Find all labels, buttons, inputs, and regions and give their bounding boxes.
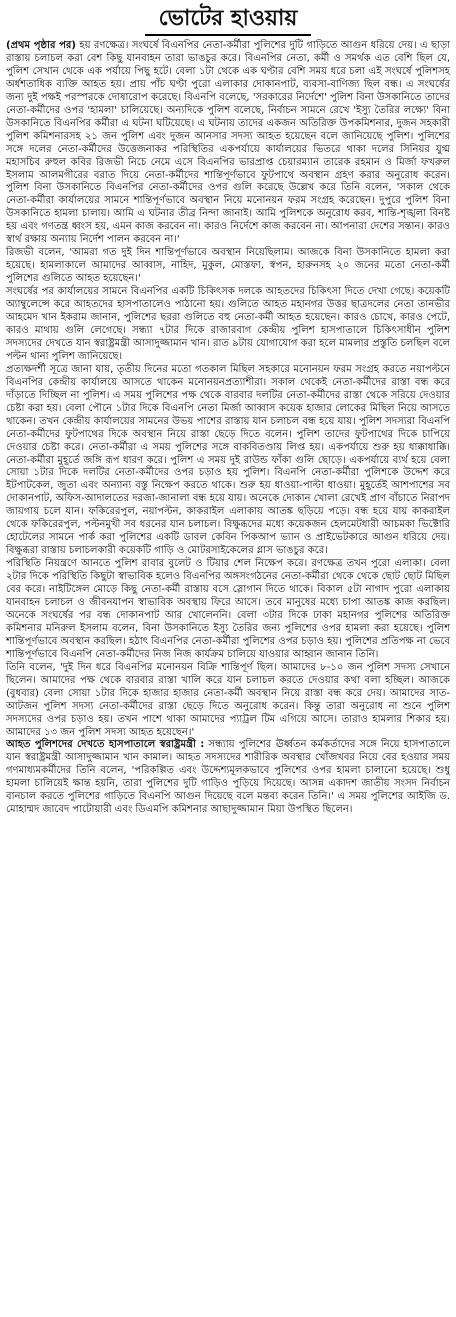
article-headline: ভোটের হাওয়ায়: [145, 4, 312, 36]
article-paragraph-5: পরিস্থিতি নিয়ন্ত্রণে আনতে পুলিশ রাবার বুলেট ও টিয়ার শেল নিক্ষেপ করে। রণক্ষেত্র তখন পুরো এলাকা। বেলা ২টার দিকে পরিস্থিতি কিছুটা স্বাভাবিক হলেও বিএনপির অঙ্গসংগঠনের নেতা-কর্মীরা থেকে থেকে ছোট ছোট মিছিল বের করে। নাইটিঙ্গেল মোড়ে কিছু নেতা-কর্মী রাস্তায় বসে স্লোগান দিতে থাকে। বিকাল ৫টা নাগাদ পুরো এলাকায় যানবাহন চলাচল ও জীবনযাপন স্বাভাবিক অবস্থায় ফিরে আসে। তবে মানুষের মধ্যে চাপা আতঙ্ক কাজ করছিল। অনেকে সংঘর্ষের পর বন্ধ দোকানপাট আর খোলেননি। বেলা ৩টার দিকে ঢাকা মহানগর পুলিশের অতিরিক্ত কমিশনার মনিরুল ইসলাম বলেন, বিনা উসকানিতে ইস্যু তৈরির জন্য পুলিশের ওপর হামলা করা হয়েছে। পুলিশ শান্তিপূর্ণভাবে অবস্থান করছিল। হঠাৎ বিএনপির নেতা-কর্মীরা পুলিশের ওপর চড়াও হয়। পুলিশের প্রতিপক্ষ না ভেবে শান্তিপূর্ণভাবে বিএনপি নেতা-কর্মীদের নিজ নিজ কার্যক্রম চালিয়ে যাওয়ার আহ্বান জানান তিনি।: [6, 558, 450, 660]
article-paragraph-2: রিজভী বলেন, 'আমরা গত দুই দিন শান্তিপূর্ণভাবে অবস্থান নিয়েছিলাম। আজকে বিনা উসকানিতে হামলা করা হয়েছে। হামলাকালে আমাদের আব্বাস, নাহিদ, মুকুল, মোস্তফা, স্বপন, হারুনসহ ২০ জনের মতো নেতা-কর্মী পুলিশের গুলিতে আহত হয়েছেন।': [6, 247, 450, 285]
article-paragraph-1: [6, 40, 450, 247]
article-paragraph-3: সংঘর্ষের পর কার্যালয়ের সামনে বিএনপির একটি চিকিৎসক দলকে আহতদের চিকিৎসা দিতে দেখা গেছে। কয়েকটি অ্যাম্বুলেন্সে করে আহতদের হাসপাতালেও পাঠানো হয়। গুলিতে আহত মহানগর উত্তর ছাত্রদলের নেতা তানভীর আহমেদ খান ইকরাম জানান, পুলিশের ছররা গুলিতে বহু নেতা-কর্মী আহত হয়েছেন। কারও চোখে, কারও পেটে, কারও মাথায় গুলি লেগেছে। সন্ধ্যা ৭টার দিকে রাজারবাগ কেন্দ্রীয় পুলিশ হাসপাতালে চিকিৎসাধীন পুলিশ সদস্যদের দেখতে যান স্বরাষ্ট্রমন্ত্রী আসাদুজ্জামান খান। রাত ৯টায় যোগাযোগ করা হলে মামলার প্রস্তুতি চলছিল বলে পল্টন থানা পুলিশ জানিয়েছে।: [6, 286, 450, 362]
continued-from-label: (প্রথম পৃষ্ঠার পর): [6, 40, 76, 51]
paragraph-text: সন্ধ্যায় পুলিশের ঊর্ধ্বতন কর্মকর্তাদের সঙ্গে নিয়ে হাসপাতালে যান স্বরাষ্ট্রমন্ত্রী আসাদুজ্জামান খান কামাল। আহত সদস্যদের শারীরিক অবস্থার খোঁজখবর নিয়ে বের হওয়ার সময় গণমাধ্যমকর্মীদের তিনি বলেন, 'পরিকল্পিত এবং উদ্দেশ্যমূলকভাবে পুলিশের ওপর হামলা চালানো হয়েছে। শুধু হামলা চালিয়েই ক্ষান্ত হয়নি, তারা পুলিশের দুটি গাড়িও পুড়িয়ে দিয়েছে। আসন্ন একাদশ জাতীয় সংসদ নির্বাচন বানচাল করতে পুলিশের গাড়িতে বিএনপি আগুন দিয়েছে বলে মন্তব্য করেন তিনি।' এ সময় পুলিশের আইজি ড. মোহাম্মদ জাবেদ পাটোয়ারী এবং ডিএমপি কমিশনার আছাদুজ্জামান মিয়া উপস্থিত ছিলেন।: [6, 739, 450, 816]
paragraph-text: হয় রণক্ষেত্র। সংঘর্ষে বিএনপির নেতা-কর্মীরা পুলিশের দুটি গাড়িতে আগুন ধরিয়ে দেয়। এ ছাড়া রাস্তায় চলাচল করা বেশ কিছু যানবাহন তারা ভাঙচুর করে। বিএনপির নেতা, কর্মী ও সমর্থক এত বেশি ছিল যে, পুলিশ সেখান থেকে এক পর্যায়ে পিছু হটে। বেলা ১টা থেকে এক ঘণ্টার বেশি সময় ধরে চলা এই সংঘর্ষে পুলিশসহ অর্ধশতাধিক ব্যক্তি আহত হয়। প্রায় পাঁচ ঘণ্টা পুরো এলাকার দোকানপাট, ব্যবসা-বাণিজ্য ছিল বন্ধ। এ সংঘর্ষের জন্য দুই পক্ষই পরস্পরকে দোষারোপ করেছে। বিএনপি বলেছে, 'সরকারের নির্দেশে' পুলিশ বিনা উসকানিতে তাদের নেতা-কর্মীদের ওপর 'হামলা' চালিয়েছে। অন্যদিকে পুলিশ বলেছে, নির্বাচন সামনে রেখে 'ইস্যু তৈরির লক্ষ্যে' বিনা উসকানিতে বিএনপির কর্মীরা এ ঘটনা ঘটিয়েছে। এ ঘটনায় তাদের একজন অতিরিক্ত উপকমিশনার, দুজন সহকারী পুলিশ কমিশনারসহ ২১ জন পুলিশ এবং দুজন আনসার সদস্য আহত হয়েছেন বলে জানিয়েছে পুলিশ। পুলিশের সঙ্গে দলের নেতা-কর্মীদের উত্তেজনাকর পরিস্থিতির একপর্যায়ে কার্যালয়ের ভিতরে থাকা দলের সিনিয়র যুগ্ম মহাসচিব রুহুল কবির রিজভী নিচে নেমে এসে বিএনপির ভারপ্রাপ্ত চেয়ারম্যান তারেক রহমান ও মির্জা ফখরুল ইসলাম আলমগীরের বরাত দিয়ে নেতা-কর্মীদের শান্তিপূর্ণভাবে ফুটপাথে অবস্থান গ্রহণ করার অনুরোধ করেন। পুলিশ বিনা উসকানিতে বিএনপির নেতা-কর্মীদের ওপর গুলি করেছে উল্লেখ করে তিনি বলেন, 'সকাল থেকে নেতা-কর্মীরা কার্যালয়ের সামনে শান্তিপূর্ণভাবে অবস্থান নিয়ে মনোনয়ন ফরম সংগ্রহ করেছেন। দুপুরে পুলিশ বিনা উসকানিতে হামলা চালায়। আমি এ ঘটনার তীব্র নিন্দা জানাই। আমি পুলিশকে অনুরোধ করব, শান্তি-শৃঙ্খলা বিনষ্ট হয় এবং গণতন্ত্র ধ্বংস হয়, এমন কাজ করবেন না। কারও নির্দেশে কাজ করবেন না। আপনারা দেশের সন্তান। কারও স্বার্থ রক্ষায় অন্যায় নির্দেশ পালন করবেন না।': [6, 40, 450, 246]
article-paragraph-4: প্রত্যক্ষদর্শী সূত্রে জানা যায়, তৃতীয় দিনের মতো গতকাল মিছিল সহকারে মনোনয়ন ফরম সংগ্রহ করতে নয়াপল্টনে বিএনপির কেন্দ্রীয় কার্যালয়ে আসতে থাকেন মনোনয়নপ্রত্যাশীরা। সকাল থেকেই নেতা-কর্মীদের রাস্তা বন্ধ করে দাঁড়াতে দিচ্ছিল না পুলিশ। এ সময় পুলিশের পক্ষ থেকে বারবার দলটির নেতা-কর্মীদের রাস্তা থেকে সরিয়ে দেওয়ার চেষ্টা করা হয়। বেলা পৌনে ১টার দিকে বিএনপি নেতা মির্জা আব্বাস কয়েক হাজার লোকের মিছিল নিয়ে আসতে থাকেন। তখন কেন্দ্রীয় কার্যালয়ের সামনের উভয় পাশের রাস্তায় যান চলাচল বন্ধ হয়ে যায়। পুলিশ সদস্যরা বিএনপি নেতা-কর্মীদের ফুটপাথের দিকে অবস্থান নিয়ে রাস্তা ছেড়ে দিতে বলেন। পুলিশ তাদের ফুটপাথের দিকে চাপিয়ে দেওয়ার চেষ্টা করে। নেতা-কর্মীরা এ সময় পুলিশের সঙ্গে বাকবিতণ্ডায় লিপ্ত হয়। একপর্যায়ে শুরু হয় ধাক্কাধাক্কি। নেতা-কর্মীরা মুহূর্তে জঙ্গি রূপ ধারণ করে। পুলিশ এ সময় দুই রাউন্ড ফাঁকা গুলি ছোড়ে। একপর্যায়ে ব্যর্থ হয়ে বেলা সোয়া ১টার দিকে দলটির নেতা-কর্মীদের ওপর চড়াও হয় পুলিশ। বিএনপি নেতা-কর্মীরা পুলিশকে উদ্দেশ করে ইটপাটকেল, জুতা এবং অন্যান্য বস্তু নিক্ষেপ করতে থাকে। শুরু হয় ধাওয়া-পাল্টা ধাওয়া। মুহূর্তেই আশপাশের সব দোকানপাট, অফিস-আদালতের দরজা-জানালা বন্ধ হয়ে যায়। অনেকে দোকান খোলা রেখেই প্রাণ বাঁচাতে নিরাপদ জায়গায় চলে যান। ফকিরেরপুল, নয়াপল্টন, কাকরাইল এলাকায় আতঙ্ক ছড়িয়ে পড়ে। বন্ধ হয়ে যায় কাকরাইল থেকে ফকিরেরপুল, পল্টনমুখী সব ধরনের যান চলাচল। বিক্ষুব্ধদের মধ্যে কয়েকজন হেলমেটধারী আচমকা ভিক্টোরি হোটেলের সামনে পার্ক করা পুলিশের একটি ডাবল কেবিন পিকআপ ভ্যান ও প্রাইভেটকারে আগুন ধরিয়ে দেয়। বিক্ষুব্ধরা রাস্তায় চলাচলকারী কয়েকটি গাড়ি ও মোটরসাইকেলের গ্লাস ভাঙচুর করে।: [6, 363, 450, 557]
section-subhead: আহত পুলিশদের দেখতে হাসপাতালে স্বরাষ্ট্রমন্ত্রী :: [6, 739, 205, 751]
article-body: [6, 40, 450, 817]
article-paragraph-6: তিনি বলেন, 'দুই দিন ধরে বিএনপির মনোনয়ন বিক্রি শান্তিপূর্ণ ছিল। আমাদের ৮-১০ জন পুলিশ সদস্য সেখানে ছিলেন। আমাদের পক্ষ থেকে বারবার রাস্তা খালি করে যান চলাচল করতে দেওয়ার কথা বলা হচ্ছিল। আজকে (বুধবার) বেলা সোয়া ১টার দিকে হাজার হাজার নেতা-কর্মী অবস্থান নিয়ে রাস্তা বন্ধ করে দেয়। আমাদের সাত-আটজন পুলিশ সদস্য নেতা-কর্মীদের রাস্তা ছেড়ে দিতে অনুরোধ করেন। কিন্তু তারা অনুরোধ না শুনে পুলিশ সদস্যদের ওপর চড়াও হয়। তখন পাশে থাকা আমাদের প্যাট্রল টিম এগিয়ে আসে। তারাও হামলার শিকার হয়। আমাদের ১৩ জন পুলিশ সদস্য আহত হয়েছেন।': [6, 661, 450, 738]
headline-container: [6, 4, 450, 36]
article-paragraph-7: [6, 739, 450, 817]
